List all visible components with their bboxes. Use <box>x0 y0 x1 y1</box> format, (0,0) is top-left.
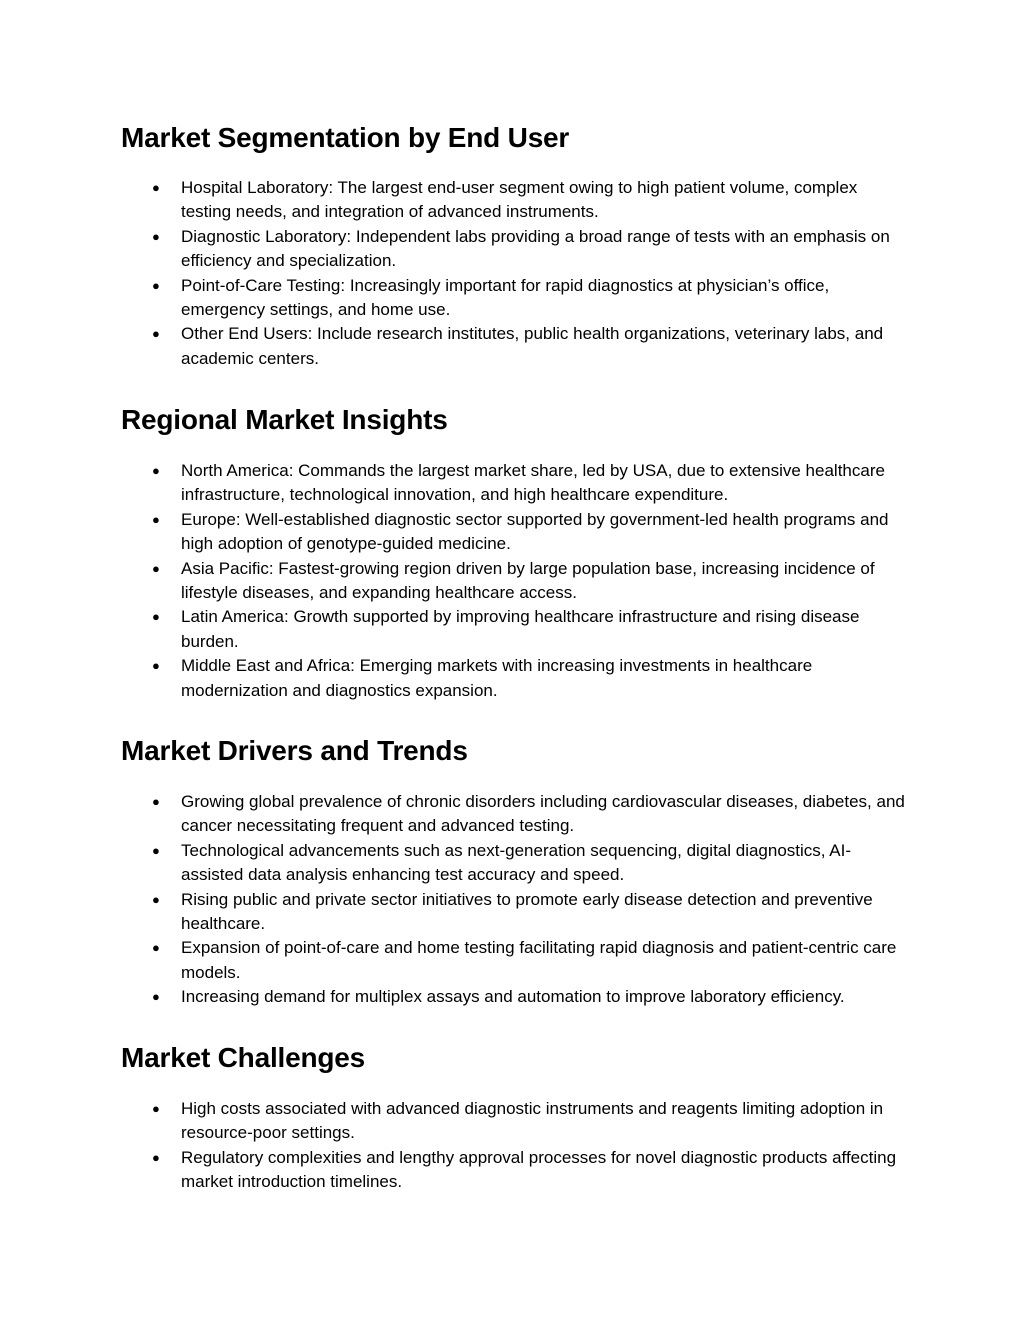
section-end-user <box>121 121 911 368</box>
bullet-icon: ● <box>152 1149 160 1165</box>
bullet-icon: ● <box>152 326 160 342</box>
list-item <box>121 985 911 1009</box>
bullet-icon: ● <box>152 609 160 625</box>
bullet-icon: ● <box>152 463 160 478</box>
section-regional-insights <box>121 403 911 700</box>
list-item-text: High costs associated with advanced diagnostic instruments and reagents limiting adoption in resource-poor settings. <box>181 1099 884 1143</box>
section-heading: Regional Market Insights <box>121 404 448 435</box>
bullet-icon: ● <box>152 1101 160 1116</box>
section-challenges <box>121 1041 911 1192</box>
bullet-list <box>121 1097 911 1195</box>
list-item <box>121 225 911 274</box>
section-heading: Market Segmentation by End User <box>121 122 570 153</box>
list-item <box>121 322 911 371</box>
list-item <box>121 936 911 985</box>
list-item-text: Other End Users: Include research institutes, public health organizations, veterinary labs, and academic centers. <box>181 324 884 368</box>
list-item-text: Middle East and Africa: Emerging markets with increasing investments in healthcare modernization and diagnostics expansion. <box>181 656 813 700</box>
list-item <box>121 557 911 606</box>
section-heading: Market Challenges <box>121 1042 366 1073</box>
list-item-text: North America: Commands the largest market share, led by USA, due to extensive healthcare infrastructure, technological innovation, and high healthcare expenditure. <box>181 461 885 505</box>
bullet-list <box>121 459 911 703</box>
bullet-list <box>121 790 911 1010</box>
bullet-icon: ● <box>152 842 160 858</box>
list-item <box>121 508 911 557</box>
list-item-text: Rising public and private sector initiatives to promote early disease detection and preventive healthcare. <box>181 889 873 934</box>
bullet-icon: ● <box>152 228 160 244</box>
list-item-text: Regulatory complexities and lengthy approval processes for novel diagnostic products affecting market introduction timelines. <box>181 1147 897 1192</box>
list-item <box>121 1146 911 1195</box>
bullet-icon: ● <box>152 658 160 674</box>
list-item-text: Asia Pacific: Fastest-growing region driven by large population base, increasing incidence of lifestyle diseases, and expanding healthcare access. <box>181 558 875 603</box>
bullet-icon: ● <box>152 180 160 195</box>
list-item <box>121 274 911 323</box>
list-item <box>121 888 911 937</box>
bullet-icon: ● <box>152 277 160 293</box>
list-item-text: Growing global prevalence of chronic disorders including cardiovascular diseases, diabetes, and cancer necessitating frequent and advanced testing. <box>181 792 905 836</box>
bullet-icon: ● <box>152 891 160 907</box>
list-item-text: Technological advancements such as next-generation sequencing, digital diagnostics, AI-assisted data analysis enhancing test accuracy and speed. <box>181 840 852 885</box>
bullet-list <box>121 176 911 371</box>
list-item-text: Increasing demand for multiplex assays and automation to improve laboratory efficiency. <box>181 987 845 1007</box>
list-item-text: Latin America: Growth supported by improving healthcare infrastructure and rising disease burden. <box>181 607 860 651</box>
list-item <box>121 605 911 654</box>
list-item-text: Expansion of point-of-care and home testing facilitating rapid diagnosis and patient-centric care models. <box>181 938 897 982</box>
bullet-icon: ● <box>152 989 160 1005</box>
list-item-text: Diagnostic Laboratory: Independent labs providing a broad range of tests with an emphasis on efficiency and specialization. <box>181 226 890 271</box>
list-item <box>121 654 911 703</box>
list-item <box>121 459 911 508</box>
list-item-text: Point-of-Care Testing: Increasingly important for rapid diagnostics at physician’s office, emergency settings, and home use. <box>181 275 830 320</box>
list-item-text: Europe: Well-established diagnostic sector supported by government-led health programs and high adoption of genotype-guided medicine. <box>181 509 889 554</box>
bullet-icon: ● <box>152 511 160 527</box>
list-item-text: Hospital Laboratory: The largest end-user segment owing to high patient volume, complex testing needs, and integration of advanced instruments. <box>181 178 858 222</box>
bullet-icon: ● <box>152 940 160 956</box>
section-heading: Market Drivers and Trends <box>121 735 468 766</box>
list-item <box>121 176 911 225</box>
list-item <box>121 839 911 888</box>
section-drivers-trends <box>121 734 911 1007</box>
bullet-icon: ● <box>152 794 160 809</box>
list-item <box>121 1097 911 1146</box>
bullet-icon: ● <box>152 560 160 576</box>
list-item <box>121 790 911 839</box>
